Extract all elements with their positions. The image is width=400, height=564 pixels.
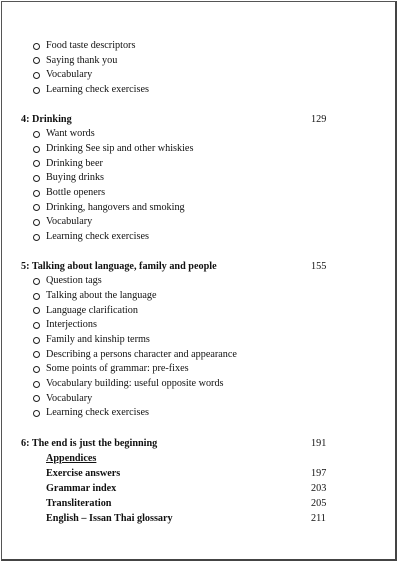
circle-bullet-icon <box>33 160 40 167</box>
list-item: Bottle openers <box>2 186 398 201</box>
circle-bullet-icon <box>33 87 40 94</box>
list-item: Buying drinks <box>2 171 398 186</box>
list-item: Interjections <box>2 318 398 333</box>
appendix-item: Exercise answers 197 <box>46 467 327 479</box>
page-number: 197 <box>311 467 327 479</box>
circle-bullet-icon <box>33 234 40 241</box>
circle-bullet-icon <box>33 410 40 417</box>
list-item: Describing a persons character and appearance <box>2 348 398 363</box>
document-page <box>1 1 397 561</box>
list-item: Talking about the language <box>2 289 398 304</box>
page-number: 205 <box>311 497 327 509</box>
circle-bullet-icon <box>33 293 40 300</box>
page-number: 203 <box>311 482 327 494</box>
circle-bullet-icon <box>33 322 40 329</box>
circle-bullet-icon <box>33 278 40 285</box>
circle-bullet-icon <box>33 57 40 64</box>
list-item: Language clarification <box>2 304 398 319</box>
list-item: Some points of grammar: pre-fixes <box>2 362 398 377</box>
page-number: 129 <box>311 114 327 126</box>
section-item-list <box>2 127 398 245</box>
circle-bullet-icon <box>33 131 40 138</box>
appendix-item: English – Issan Thai glossary 211 <box>46 512 326 524</box>
list-item: Drinking See sip and other whiskies <box>2 142 398 157</box>
page-number: 211 <box>311 512 326 524</box>
circle-bullet-icon <box>33 381 40 388</box>
list-item: Want words <box>2 127 398 142</box>
circle-bullet-icon <box>33 395 40 402</box>
section-title: 4: Drinking <box>21 114 72 126</box>
list-item: Question tags <box>2 274 398 289</box>
continued-item-list <box>2 39 398 98</box>
section-talking-about-language <box>2 259 398 421</box>
page-number: 155 <box>311 261 327 273</box>
circle-bullet-icon <box>33 366 40 373</box>
section-title: 5: Talking about language, family and people <box>21 261 217 273</box>
list-item: Vocabulary <box>2 68 398 83</box>
section-title: 6: The end is just the beginning <box>21 437 158 449</box>
section-header <box>2 112 398 127</box>
circle-bullet-icon <box>33 146 40 153</box>
circle-bullet-icon <box>33 204 40 211</box>
list-item: Learning check exercises <box>2 83 398 98</box>
section-header <box>2 436 398 451</box>
list-item: Food taste descriptors <box>2 39 398 54</box>
list-item: Learning check exercises <box>2 406 398 421</box>
circle-bullet-icon <box>33 337 40 344</box>
section-header <box>2 259 398 274</box>
circle-bullet-icon <box>33 72 40 79</box>
appendix-item: Transliteration 205 <box>46 497 327 509</box>
appendix-item: Grammar index 203 <box>46 482 327 494</box>
section-item-list <box>2 274 398 421</box>
circle-bullet-icon <box>33 351 40 358</box>
table-of-contents <box>2 39 398 526</box>
list-item: Drinking beer <box>2 157 398 172</box>
list-item: Family and kinship terms <box>2 333 398 348</box>
appendices-heading: Appendices <box>46 452 97 464</box>
circle-bullet-icon <box>33 190 40 197</box>
list-item: Vocabulary building: useful opposite words <box>2 377 398 392</box>
list-item: Saying thank you <box>2 54 398 69</box>
section-the-end <box>2 436 398 526</box>
page-number: 191 <box>311 437 327 449</box>
circle-bullet-icon <box>33 219 40 226</box>
list-item: Learning check exercises <box>2 230 398 245</box>
list-item: Vocabulary <box>2 392 398 407</box>
section-drinking <box>2 112 398 245</box>
list-item: Vocabulary <box>2 215 398 230</box>
list-item: Drinking, hangovers and smoking <box>2 201 398 216</box>
circle-bullet-icon <box>33 175 40 182</box>
circle-bullet-icon <box>33 43 40 50</box>
circle-bullet-icon <box>33 307 40 314</box>
